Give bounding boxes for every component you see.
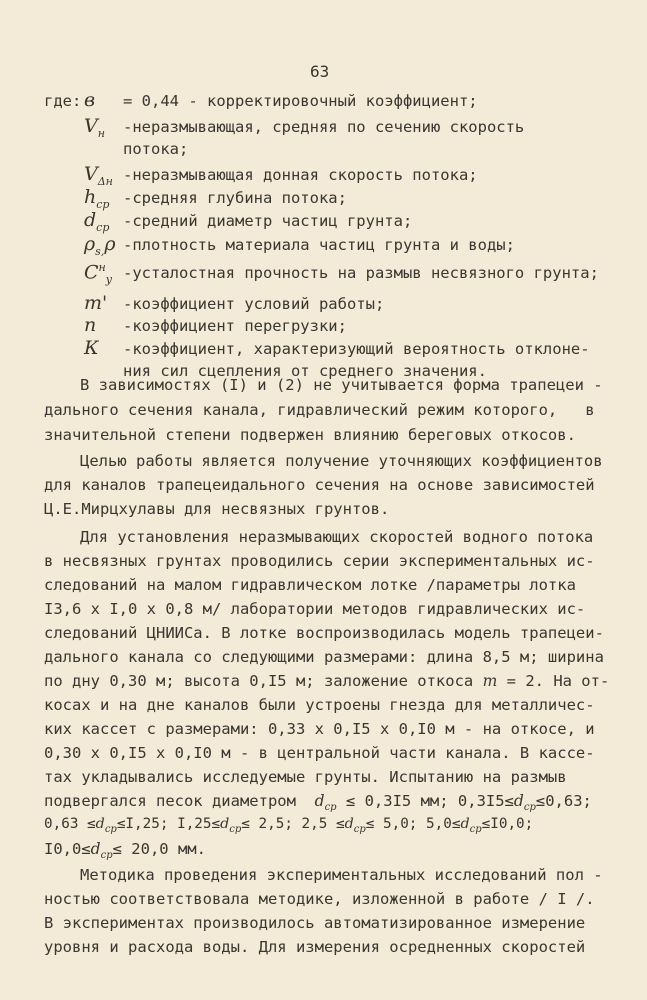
text-line: дального сечения канала, гидравлический режим которого, в (44, 401, 595, 419)
text-line: 0,30 х 0,I5 х 0,I0 м - в центральной части канала. В кассе- (44, 744, 595, 762)
text-line: косах и на дне каналов были устроены гнезда для металличес- (44, 696, 595, 714)
symbol: $V_{\Delta н}$ (84, 163, 113, 188)
definition-text: -средняя глубина потока; (123, 189, 347, 207)
definition-text: -коэффициент условий работы; (123, 295, 385, 313)
definition-continuation: ния сил сцепления от среднего значения. (123, 362, 487, 380)
symbol: $d_{ср}$ (84, 209, 110, 234)
symbol: $V_н$ (84, 115, 105, 140)
text-line: ностью соответствовала методике, изложенной в работе / I /. (44, 890, 595, 908)
text-line: в несвязных грунтах проводились серии экспериментальных ис- (44, 552, 595, 570)
definition-text: -неразмывающая донная скорость потока; (123, 166, 478, 184)
text-line: $0,63 \le d_{ср}\le I,25$; $I,25\le d_{ср}\le 2,5$; $2,5 \le d_{ср}\le 5,0$; $5,0\le d_{ср}\le I0,0$; (44, 816, 534, 835)
text-line: уровня и расхода воды. Для измерения осредненных скоростей (44, 938, 586, 956)
text-line: В экспериментах производилось автоматизированное измерение (44, 914, 586, 932)
text-line: подвергался песок диаметром $d_{ср} \le 0,3I5$ мм; $0,3I5\le d_{ср}\le 0,63$; (44, 792, 592, 814)
definition-text: -средний диаметр частиц грунта; (123, 212, 413, 230)
text-line: значительной степени подвержен влиянию береговых откосов. (44, 426, 576, 444)
text-line: следований ЦНИИСа. В лотке воспроизводилась модель трапецеи- (44, 624, 604, 642)
text-line: В зависимостях (I) и (2) не учитывается форма трапецеи - (80, 376, 603, 394)
definition-text: -коэффициент, характеризующий вероятность отклоне- (123, 340, 590, 358)
definition-text: -усталостная прочность на размыв несвязного грунта; (123, 264, 599, 282)
text-line: Целью работы является получение уточняющих коэффициентов (80, 452, 603, 470)
text-line: Методика проведения экспериментальных исследований пол - (80, 866, 603, 884)
text-line: I3,6 х I,0 х 0,8 м/ лаборатории методов гидравлических ис- (44, 600, 586, 618)
text-line: $I0,0\le d_{ср}\le 20,0$ мм. (44, 840, 206, 862)
symbol: К (84, 337, 99, 359)
symbol: $h_{ср}$ (84, 186, 110, 211)
symbol: n (84, 314, 97, 336)
definition-text: -коэффициент перегрузки; (123, 317, 347, 335)
where-label: где: (44, 92, 82, 110)
text-line: Для установления неразмывающих скоростей водного потока (80, 528, 594, 546)
symbol: $\rho_{s,}\rho$ (84, 233, 116, 258)
symbol: m' (84, 292, 108, 314)
text-line: для каналов трапецеидального сечения на основе зависимостей (44, 476, 595, 494)
text-line: по дну 0,30 м; высота 0,I5 м; заложение откоса m = 2. На от- (44, 672, 610, 690)
symbol: $C^н_у$ (84, 261, 113, 287)
definition-continuation: потока; (123, 140, 189, 158)
text-line: следований на малом гидравлическом лотке /параметры лотка (44, 576, 576, 594)
page-number: 63 (310, 62, 330, 81)
text-line: ких кассет с размерами: 0,33 х 0,I5 х 0,I0 м - на откосе, и (44, 720, 595, 738)
text-line: Ц.Е.Мирцхулавы для несвязных грунтов. (44, 500, 390, 518)
text-line: тах укладывались исследуемые грунты. Испытанию на размыв (44, 768, 567, 786)
definition-text: -плотность материала частиц грунта и воды; (123, 236, 515, 254)
definition-text: = 0,44 - корректировочный коэффициент; (123, 92, 478, 110)
text-line: дального канала со следующими размерами: длина 8,5 м; ширина (44, 648, 604, 666)
symbol: в (84, 89, 96, 111)
definition-text: -неразмывающая, средняя по сечению скорость (123, 118, 525, 136)
